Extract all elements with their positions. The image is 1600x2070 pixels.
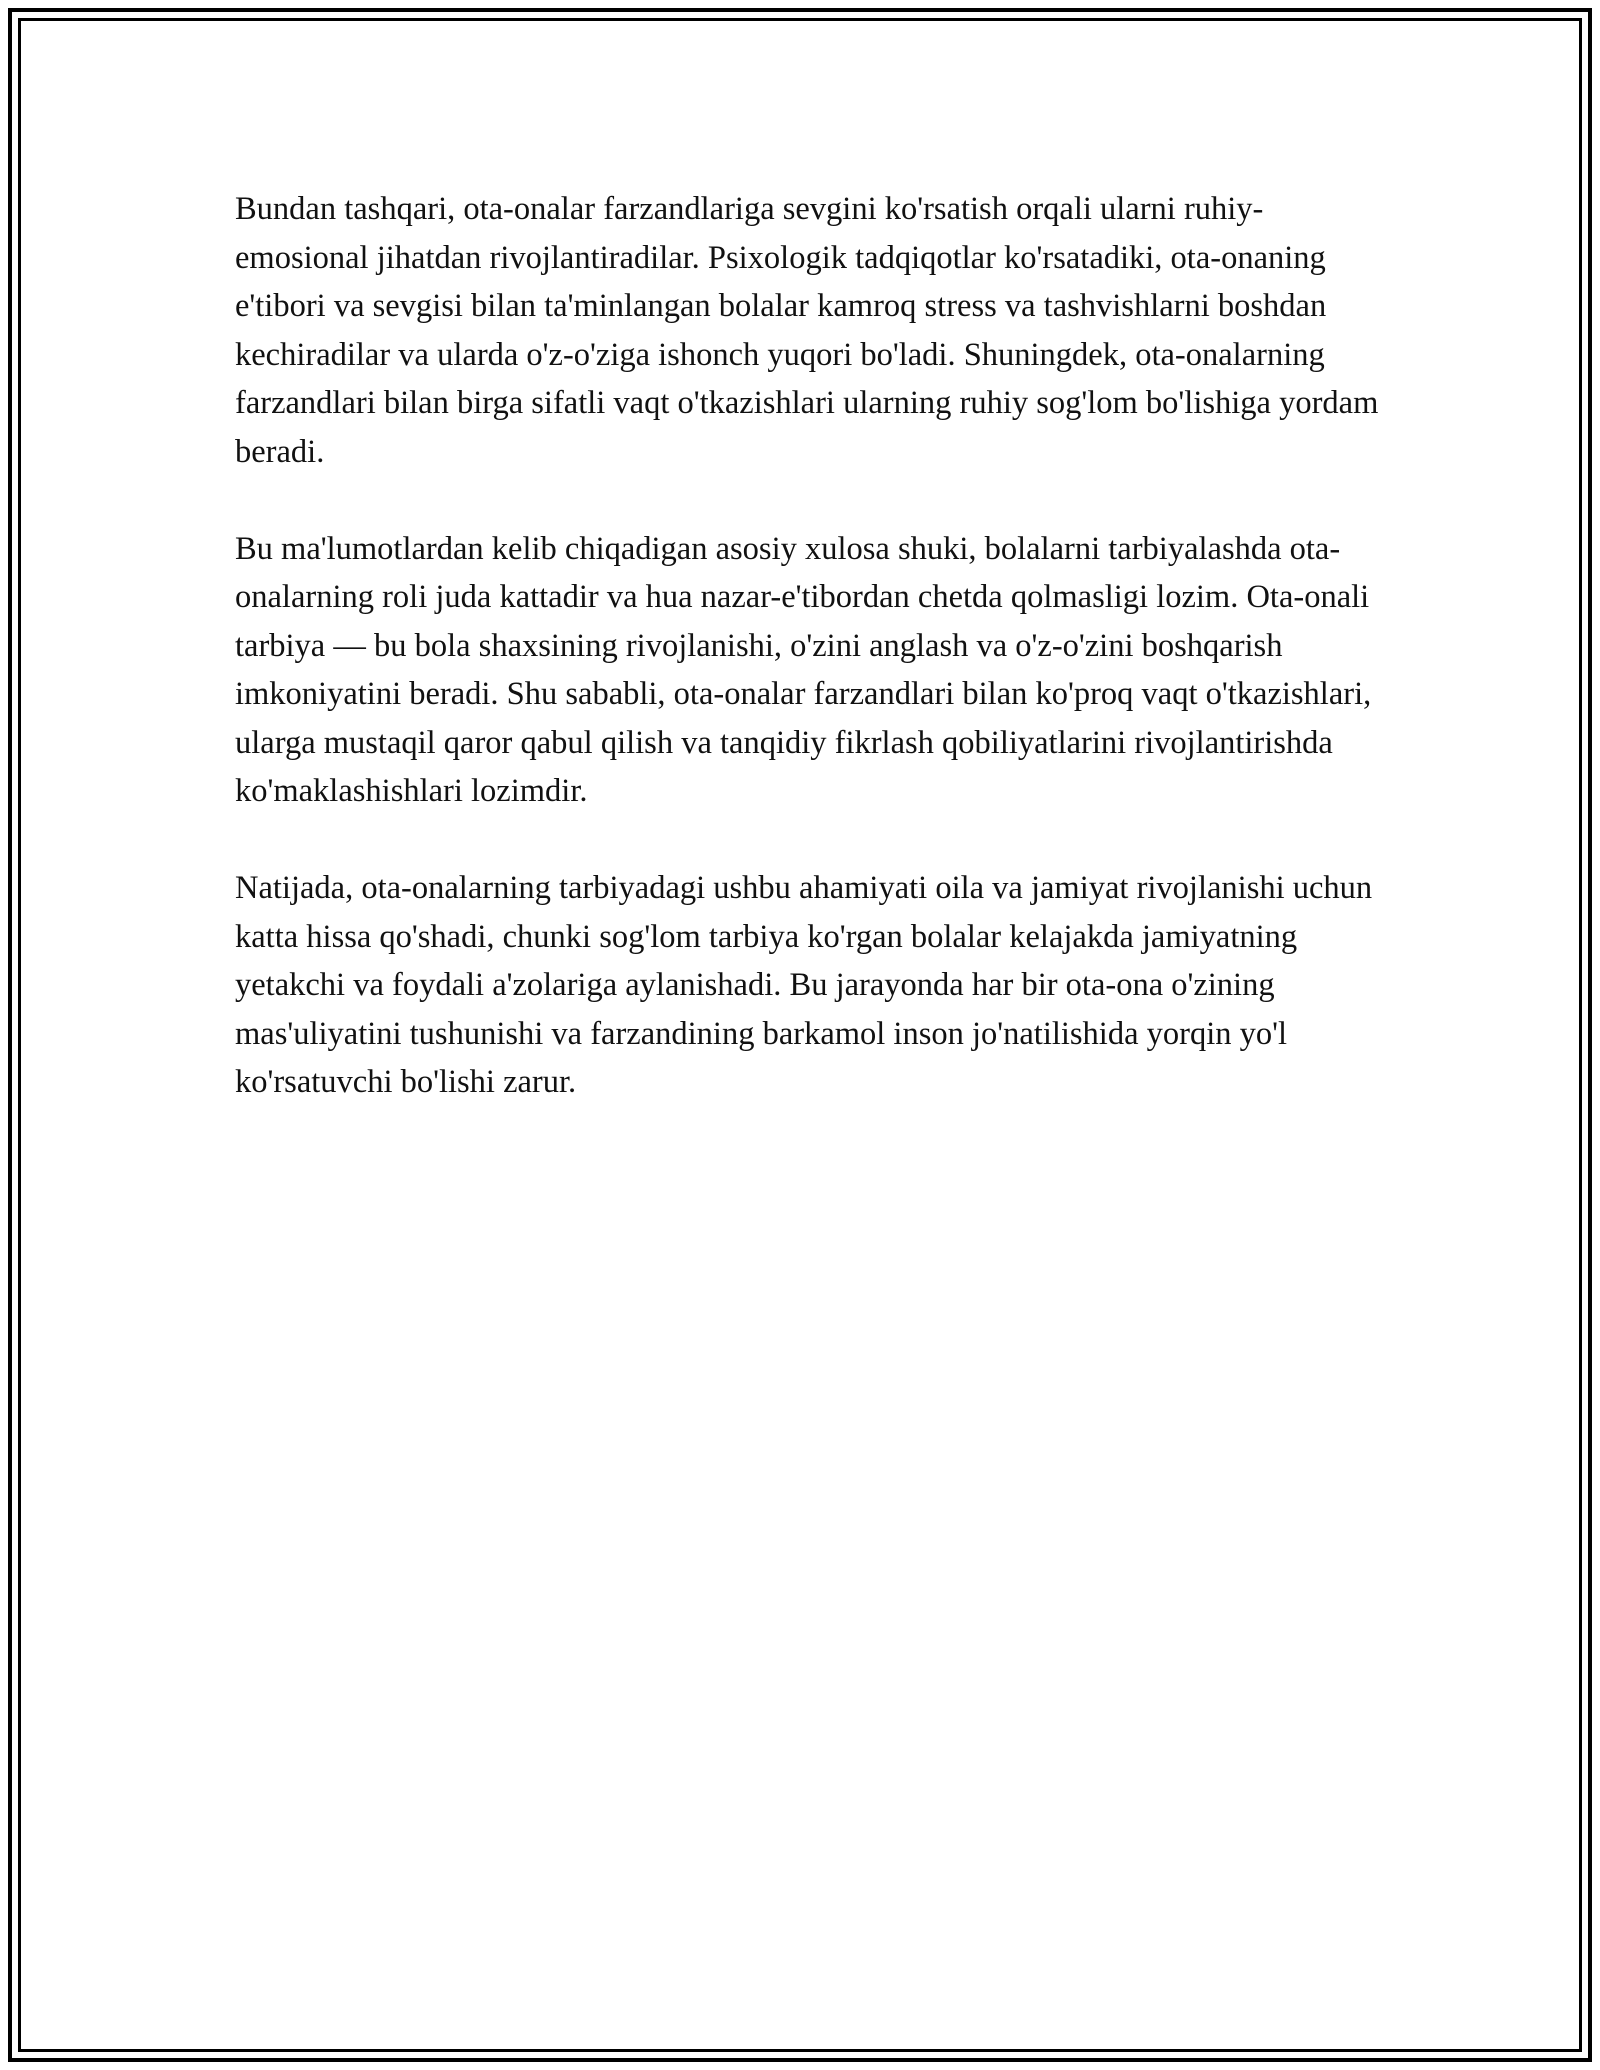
paragraph-1: Bundan tashqari, ota-onalar farzandlariga sevgini ko'rsatish orqali ularni ruhiy-emosional jihatdan rivojlantiradilar. Psixologik tadqiqotlar ko'rsatadiki, ota-onaning e'tibori va sevgisi bilan ta'minlangan bolalar kamroq stress va tashvishlarni boshdan kechiradilar va ularda o'z-o'ziga ishonch yuqori bo'ladi. Shuningdek, ota-onalarning farzandlari bilan birga sifatli vaqt o'tkazishlari ularning ruhiy sog'lom bo'lishiga yordam beradi. <box>235 191 1379 470</box>
paragraph-2: Bu ma'lumotlardan kelib chiqadigan asosiy xulosa shuki, bolalarni tarbiyalashda ota-onalarning roli juda kattadir va hua nazar-e'tibordan chetda qolmasligi lozim. Ota-onali tarbiya — bu bola shaxsining rivojlanishi, o'zini anglash va o'z-o'zini boshqarish imkoniyatini beradi. Shu sababli, ota-onalar farzandlari bilan ko'proq vaqt o'tkazishlari, ularga mustaqil qaror qabul qilish va tanqidiy fikrlash qobiliyatlarini rivojlantirishda ko'maklashishlari lozimdir. <box>235 530 1372 809</box>
paragraph-3: Natijada, ota-onalarning tarbiyadagi ushbu ahamiyati oila va jamiyat rivojlanishi uchun katta hissa qo'shadi, chunki sog'lom tarbiya ko'rgan bolalar kelajakda jamiyatning yetakchi va foydali a'zolariga aylanishadi. Bu jarayonda har bir ota-ona o'zining mas'uliyatini tushunishi va farzandining barkamol inson jo'natilishida yorqin yo'l ko'rsatuvchi bo'lishi zarur. <box>235 870 1373 1100</box>
document-body <box>235 185 1385 1155</box>
